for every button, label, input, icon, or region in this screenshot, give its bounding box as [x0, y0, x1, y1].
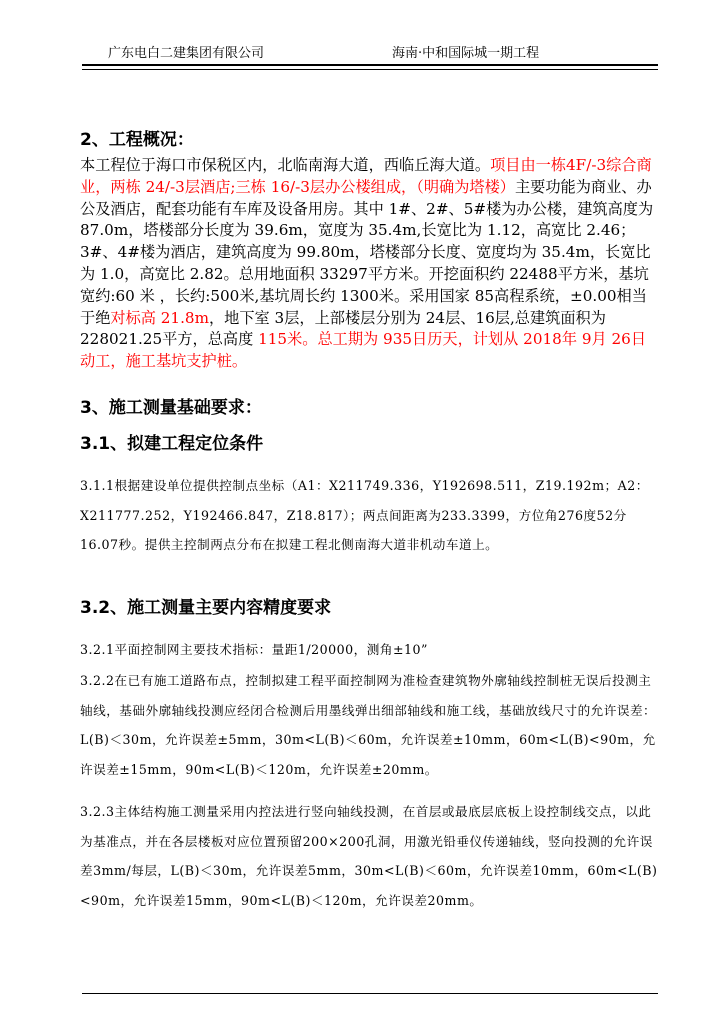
- overview-text-c: 主要功能为商业、办公及酒店，配套功能有车库及设备用房。其中 1#、2#、5#楼为办公楼，建筑高度为 87.0m，塔楼部分长度为 39.6m，宽度为 35.4m,长宽比为 1.12，高宽比 2.46；3#、4#楼为酒店，建筑高度为 99.80m，塔楼部分长度、宽度均为 35.4m，长宽比为 1.0，高宽比 2.82。总用地面积 33297平方米。开挖面积约 22488平方米，基坑宽约:60 米 ，长约:500米,基坑周长约 1300米。采用国家 85高程系统，±0.00相当于绝: [80, 177, 654, 327]
- overview-text-a: 本工程位于海口市保税区内，北临南海大道，西临丘海大道。: [80, 156, 491, 174]
- section-3-2-3-text: 3.2.3主体结构施工测量采用内控法进行竖向轴线投测，在首层或最底层底板上设控制线交点，以此为基准点，并在各层楼板对应位置预留200×200孔洞，用激光铅垂仪传递轴线，竖向投测的允许误差3mm/每层，L(B)＜30m，允许误差5mm，30m<L(B)＜60m，允许误差10mm，60m<L(B)<90m，允许误差15mm，90m<L(B)＜120m，允许误差20mm。: [80, 804, 658, 908]
- company-name: 广东电白二建集团有限公司: [108, 46, 265, 61]
- header-rule-thin: [82, 69, 658, 70]
- section-3-2-2-text: 3.2.2在已有施工道路布点，控制拟建工程平面控制网为准检查建筑物外廓轴线控制桩无误后投测主轴线，基础外廓轴线投测应经闭合检测后用墨线弹出细部轴线和施工线，基础放线尺寸的允许误差：L(B)＜30m，允许误差±5mm，30m<L(B)＜60m，允许误差±10mm，60m<L(B)<90m，允许误差±15mm，90m<L(B)＜120m，允许误差±20mm。: [80, 673, 657, 777]
- page-header: [82, 40, 658, 62]
- overview-text-e: ，地下室 3层，上部楼层分别为 24层、16层,总建筑面积为 228021.25平方，总高度: [80, 308, 606, 349]
- header-rule: [82, 64, 658, 66]
- section-3-2-heading: 3.2、施工测量主要内容精度要求: [80, 598, 332, 618]
- section-3-heading: 3、施工测量基础要求：: [80, 398, 262, 418]
- overview-text-d-highlight: 对标高 21.8m: [110, 308, 209, 327]
- overview-text-b-highlight: 项目由一栋4F/-3综合商业，两栋 24/-3层酒店;三栋 16/-3层办公楼组成，（明确为塔楼）: [80, 156, 652, 196]
- project-name: 海南·中和国际城一期工程: [392, 46, 540, 61]
- section-3-1-heading: 3.1、拟建工程定位条件: [80, 434, 264, 454]
- section-2-heading: 2、工程概况：: [80, 130, 194, 150]
- overview-text-f-highlight: 115米。总工期为 935日历天，计划从 2018年 9月 26日动工，施工基坑支护桩。: [80, 330, 647, 371]
- footer-rule: [82, 993, 658, 994]
- project-overview-paragraph: [80, 155, 656, 373]
- section-3-2-1-text: 3.2.1平面控制网主要技术指标：量距1/20000，测角±10”: [80, 642, 428, 657]
- section-3-1-1-text: 3.1.1根据建设单位提供控制点坐标（A1：X211749.336，Y192698.511，Z19.192m；A2：X211777.252，Y192466.847，Z18.817）；两点间距离为233.3399，方位角276度52分16.07秒。提供主控制两点分布在拟建工程北侧南海大道非机动车道上。: [80, 478, 649, 552]
